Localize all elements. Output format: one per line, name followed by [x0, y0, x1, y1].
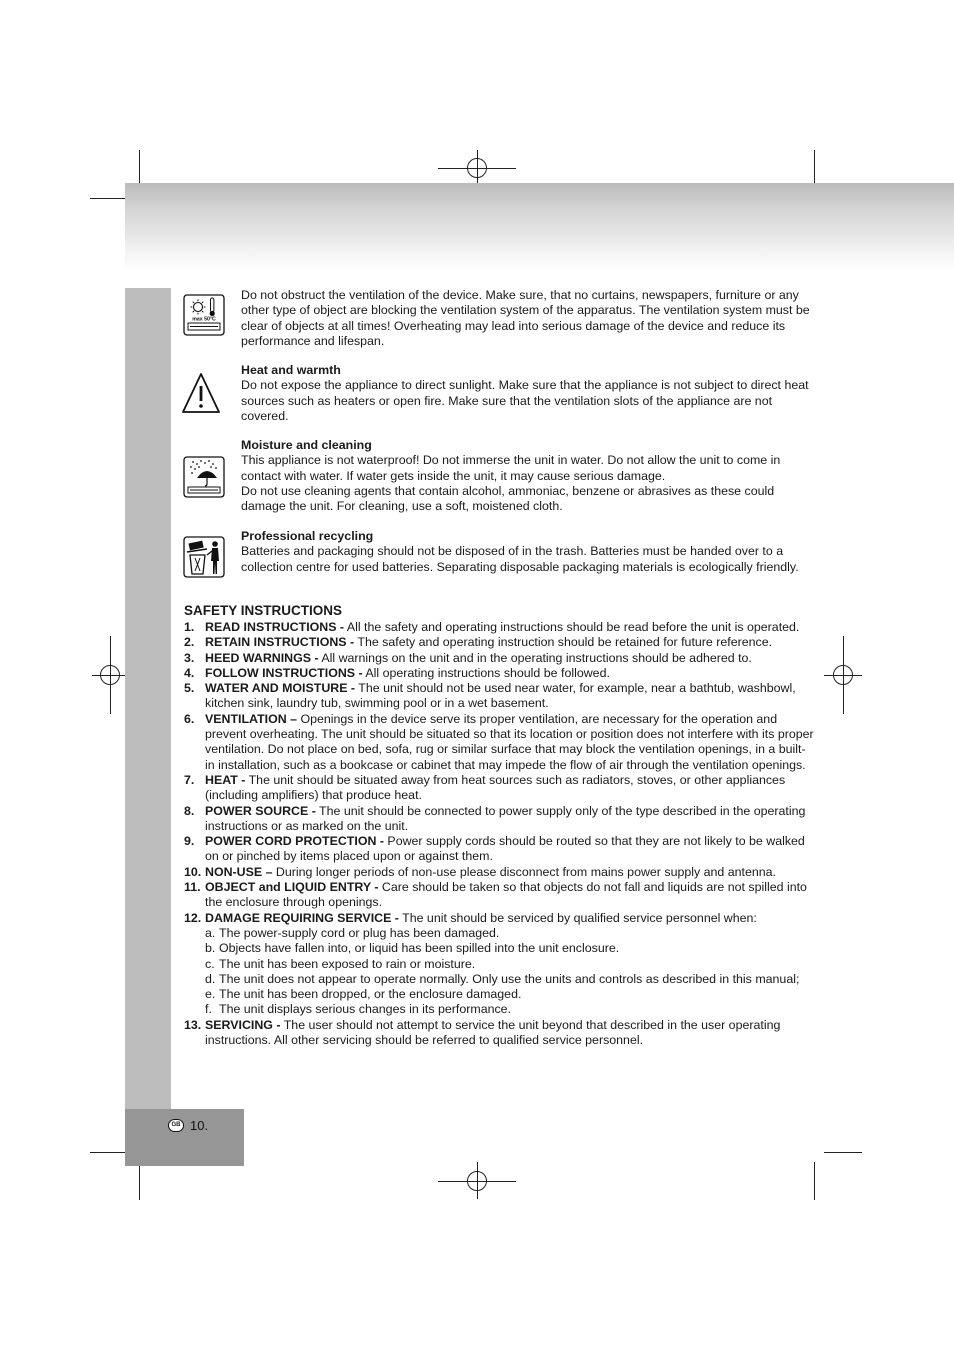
recycling-bin-icon [183, 536, 225, 583]
notice-text: Do not obstruct the ventilation of the device. Make sure, that no curtains, newspapers, furniture or any other type of object are blocking the ventilation system of the apparatus. The ventilation system must be clear of objects at all times! Overheating may lead into serious damage of the device and reduce its performance and lifespan. [241, 288, 810, 348]
list-item: 8. POWER SOURCE - The unit should be connected to power supply only of the type described in the operating instructions or as marked on the unit. [184, 803, 806, 833]
notice-text: Do not expose the appliance to direct sunlight. Make sure that the appliance is not subject to direct heat sources such as heaters or open fire. Make sure that the ventilation slots of the appliance are not covered. [241, 378, 809, 423]
registration-mark [467, 158, 487, 178]
ventilation-max-50c-icon [183, 294, 225, 341]
list-item: 6. VENTILATION – Openings in the device serve its proper ventilation, are necessary for the operation and prevent overheating. The unit should be situated so that its location or position does not interfere with its proper ventilation. Do not place on bed, sofa, rug or similar surface that may block the ventilation openings, in a built-in installation, such as a bookcase or cabinet that may impede the flow of air through the ventilation openings. [184, 711, 814, 772]
crop-mark [814, 1162, 815, 1200]
list-item: 12. DAMAGE REQUIRING SERVICE - The unit should be serviced by qualified service personnel when: [184, 910, 757, 925]
language-badge: GB [168, 1119, 184, 1132]
notice-text: Do not use cleaning agents that contain alcohol, ammoniac, benzene or abrasives as these could damage the unit. For cleaning, use a soft, moistened cloth. [241, 483, 775, 514]
safety-list [184, 620, 814, 1048]
registration-mark [467, 1171, 487, 1191]
ventilation-notice [241, 288, 811, 349]
sub-list-item: f. The unit displays serious changes in its performance. [205, 1002, 512, 1017]
list-item: 2. RETAIN INSTRUCTIONS - The safety and operating instruction should be retained for future reference. [184, 635, 773, 650]
notice-text: This appliance is not waterproof! Do not immerse the unit in water. Do not allow the unit to come in contact with water. If water gets inside the unit, it may cause serious damage. [241, 453, 781, 483]
heat-notice [241, 363, 811, 424]
list-item: 10. NON-USE – During longer periods of non-use please disconnect from mains power supply and antenna. [184, 864, 776, 879]
moisture-notice [241, 438, 811, 514]
sub-list-item: c. The unit has been exposed to rain or moisture. [205, 956, 476, 971]
max-temp-label: max 50°C [192, 316, 216, 323]
page-number: 10. [190, 1118, 209, 1133]
registration-mark [100, 665, 120, 685]
list-item: 9. POWER CORD PROTECTION - Power supply cords should be routed so that they are not likely to be walked on or pinched by items placed upon or against them. [184, 834, 805, 864]
list-item: 7. HEAT - The unit should be situated away from heat sources such as radiators, stoves, or other appliances (including amplifiers) that produce heat. [184, 772, 786, 803]
header-band [125, 183, 954, 271]
side-bar [125, 288, 171, 1110]
section-title: SAFETY INSTRUCTIONS [184, 603, 343, 618]
warning-triangle-icon [180, 371, 222, 420]
sub-list-item: e. The unit has been dropped, or the enclosure damaged. [205, 987, 522, 1002]
notice-heading: Moisture and cleaning [241, 438, 372, 452]
list-item: 1. READ INSTRUCTIONS - All the safety and operating instructions should be read before the unit is operated. [184, 620, 800, 634]
list-item: 4. FOLLOW INSTRUCTIONS - All operating instructions should be followed. [184, 665, 610, 680]
registration-mark [833, 665, 853, 685]
list-item: 3. HEED WARNINGS - All warnings on the unit and in the operating instructions should be adhered to. [184, 650, 752, 665]
crop-mark [139, 1162, 140, 1200]
recycling-notice [241, 529, 811, 575]
footer-box [125, 1109, 244, 1166]
sub-list-item: a. The power-supply cord or plug has been damaged. [205, 925, 500, 940]
notice-heading: Professional recycling [241, 529, 374, 543]
list-item: 11. OBJECT and LIQUID ENTRY - Care should be taken so that objects do not fall and liquids are not spilled into the enclosure through openings. [184, 880, 807, 910]
notice-text: Batteries and packaging should not be disposed of in the trash. Batteries must be handed over to a collection centre for used batteries. Separating disposable packaging materials is ecologically friendly. [241, 544, 799, 574]
crop-mark [90, 198, 130, 199]
list-item: 5. WATER AND MOISTURE - The unit should not be used near water, for example, near a bathtub, washbowl, kitchen sink, laundry tub, swimming pool or in a wet basement. [184, 681, 796, 711]
sub-list-item: d. The unit does not appear to operate normally. Only use the units and controls as described in this manual; [205, 971, 800, 986]
notice-heading: Heat and warmth [241, 363, 341, 377]
list-item: 13. SERVICING - The user should not attempt to service the unit beyond that described in the user operating instructions. All other servicing should be referred to qualified service personnel. [184, 1017, 781, 1048]
sub-list-item: b. Objects have fallen into, or liquid has been spilled into the unit enclosure. [205, 941, 620, 956]
crop-mark [90, 1152, 130, 1153]
moisture-umbrella-icon [183, 456, 225, 503]
crop-mark [824, 1152, 862, 1153]
